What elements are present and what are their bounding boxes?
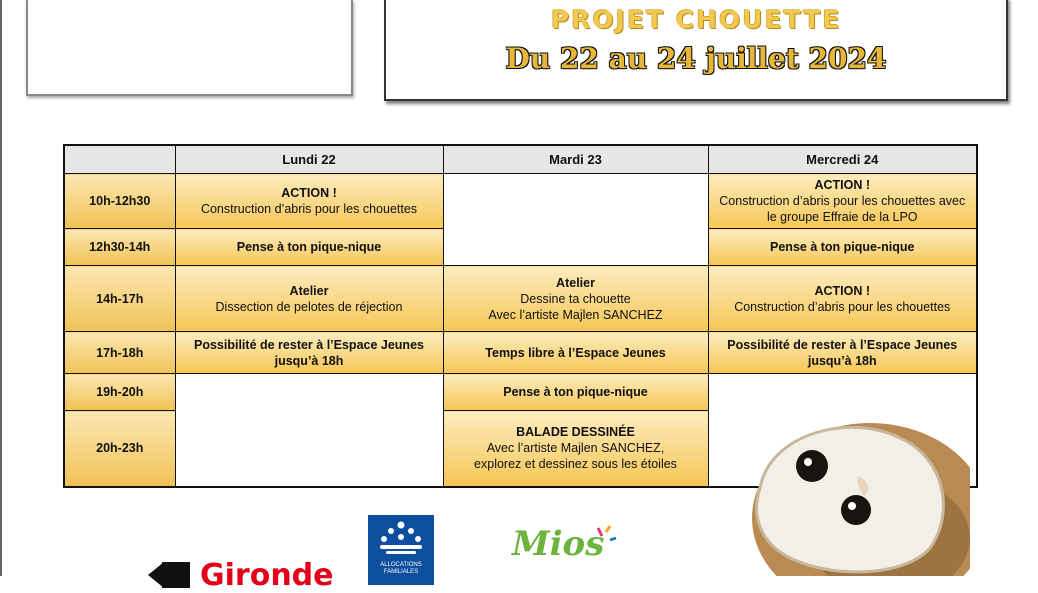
time-slot: 14h-17h xyxy=(64,266,175,332)
barn-owl-image xyxy=(740,418,970,576)
time-slot: 19h-20h xyxy=(64,374,175,411)
cell-text: Construction d’abris pour les chouettes avec xyxy=(719,194,966,208)
cell-text: jusqu’à 18h xyxy=(274,353,344,368)
caf-people-icon xyxy=(368,515,434,561)
cell-text: Dessine ta chouette xyxy=(520,291,631,306)
cell-title: ACTION ! xyxy=(281,186,337,200)
mercredi-picnic-cell: Pense à ton pique-nique xyxy=(708,229,977,266)
cell-text: Dissection de pelotes de réjection xyxy=(215,299,403,314)
cell-title: ACTION ! xyxy=(814,283,871,298)
mercredi-possibilite-cell xyxy=(708,332,977,374)
table-row xyxy=(64,266,977,332)
cell-title: ACTION ! xyxy=(814,178,871,192)
mardi-balade-cell xyxy=(443,411,708,487)
mercredi-action-cell xyxy=(708,266,977,332)
lundi-action-cell xyxy=(175,174,443,229)
page-title: PROJET CHOUETTE xyxy=(550,5,842,34)
day-header: Lundi 22 xyxy=(175,145,443,174)
cell-text: Construction d’abris pour les chouettes xyxy=(200,202,418,216)
gironde-block-icon xyxy=(162,562,190,588)
mardi-picnic-cell: Pense à ton pique-nique xyxy=(443,374,708,411)
cell-text: Construction d’abris pour les chouettes xyxy=(734,299,951,314)
cell-text: Avec l’artiste Majlen SANCHEZ, xyxy=(486,441,665,456)
time-slot: 10h-12h30 xyxy=(64,174,175,229)
gironde-logo xyxy=(148,556,348,593)
corner-cell xyxy=(64,145,175,174)
mios-logo-text: Mios xyxy=(512,524,605,564)
mardi-temps-libre-cell: Temps libre à l’Espace Jeunes xyxy=(443,332,708,374)
table-row xyxy=(64,332,977,374)
cell-text: Possibilité de rester à l’Espace Jeunes xyxy=(194,337,424,352)
gironde-logo-text: Gironde xyxy=(200,558,334,593)
day-header: Mercredi 24 xyxy=(708,145,977,174)
header-row xyxy=(64,145,977,174)
cell-title: BALADE DESSINÉE xyxy=(516,425,635,440)
day-header: Mardi 23 xyxy=(443,145,708,174)
mios-logo xyxy=(500,522,620,582)
page-edge xyxy=(0,0,2,576)
time-slot: 20h-23h xyxy=(64,411,175,487)
cell-text: jusqu’à 18h xyxy=(807,353,877,368)
table-row xyxy=(64,374,977,411)
mardi-empty-cell xyxy=(443,174,708,266)
cell-text: Avec l’artiste Majlen SANCHEZ xyxy=(488,307,663,322)
table-row xyxy=(64,174,977,229)
cell-text: Possibilité de rester à l’Espace Jeunes xyxy=(727,337,958,352)
lundi-possibilite-cell xyxy=(175,332,443,374)
cell-text: le groupe Effraie de la LPO xyxy=(766,210,918,224)
cell-text: explorez et dessinez sous les étoiles xyxy=(474,457,677,472)
time-slot: 12h30-14h xyxy=(64,229,175,266)
lundi-empty-cell xyxy=(175,374,443,487)
cell-title: Atelier xyxy=(556,275,595,290)
time-slot: 17h-18h xyxy=(64,332,175,374)
caf-logo xyxy=(368,515,434,585)
mercredi-action-cell xyxy=(708,174,977,229)
cell-title: Atelier xyxy=(289,283,329,298)
lundi-picnic-cell: Pense à ton pique-nique xyxy=(175,229,443,266)
left-empty-frame xyxy=(26,0,353,96)
mardi-atelier-cell xyxy=(443,266,708,332)
lundi-atelier-cell xyxy=(175,266,443,332)
event-dates: Du 22 au 24 juillet 2024 xyxy=(505,42,887,75)
caf-logo-text: ALLOCATIONS FAMILIALES xyxy=(380,562,422,575)
title-frame xyxy=(384,0,1008,101)
